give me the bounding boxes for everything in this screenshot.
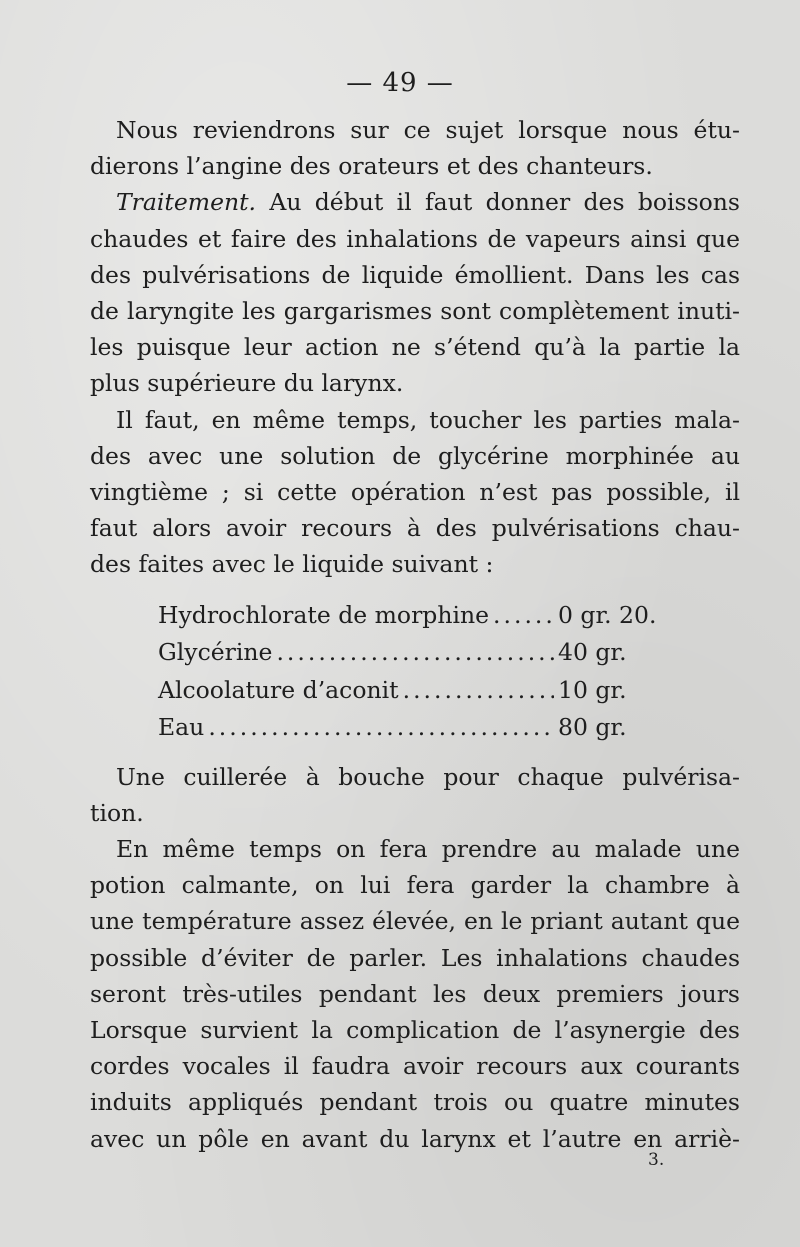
italic-heading: Traitement. — [116, 188, 257, 217]
text-line: faut alors avoir recours à des pulvérisations chau- — [90, 514, 740, 543]
page-body — [90, 112, 740, 1157]
text-line: Il faut, en même temps, toucher les parties mala- — [116, 405, 740, 434]
text-line: plus supérieure du larynx. — [90, 369, 404, 398]
text-line: dierons l’angine des orateurs et des chanteurs. — [90, 152, 653, 181]
text-line: les puisque leur action ne s’étend qu’à la partie la — [90, 333, 740, 362]
leader-dots — [208, 709, 554, 745]
ingredient-quantity: 80 gr. — [558, 713, 627, 742]
text-line: une température assez élevée, en le priant autant que — [90, 907, 740, 936]
page-number: — 49 — — [346, 68, 454, 98]
text-line: des avec une solution de glycérine morphinée au — [90, 441, 740, 470]
ingredient-quantity: 0 gr. 20. — [558, 600, 657, 629]
paragraph-5 — [90, 831, 740, 1157]
leader-dots — [276, 634, 554, 670]
text-line: avec un pôle en avant du larynx et l’autre en arriè- — [90, 1124, 740, 1153]
text-fragment: Au début il faut donner des boissons — [256, 188, 740, 217]
prescription-formula — [158, 597, 678, 747]
text-line: chaudes et faire des inhalations de vapeurs ainsi que — [90, 224, 740, 253]
formula-row — [158, 672, 678, 710]
text-line — [90, 184, 740, 220]
text-line: des faites avec le liquide suivant : — [90, 550, 494, 579]
text-line: cordes vocales il faudra avoir recours aux courants — [90, 1052, 740, 1081]
text-line: seront très-utiles pendant les deux premiers jours — [90, 979, 740, 1008]
ingredient-name: Hydrochlorate de morphine — [158, 600, 490, 629]
paragraph-3 — [90, 402, 740, 583]
text-line: de laryngite les gargarismes sont complètement inuti- — [90, 297, 740, 326]
text-line: En même temps on fera prendre au malade une — [116, 835, 740, 864]
text-line: des pulvérisations de liquide émollient. Dans les cas — [90, 260, 740, 289]
text-line: Lorsque survient la complication de l’asynergie des — [90, 1016, 740, 1045]
formula-row — [158, 597, 678, 635]
ingredient-quantity: 10 gr. — [558, 675, 627, 704]
paragraph-4 — [90, 759, 740, 831]
paragraph-1 — [90, 112, 740, 184]
formula-row — [158, 709, 678, 747]
signature-mark: 3. — [648, 1150, 665, 1170]
text-line: Une cuillerée à bouche pour chaque pulvérisa- — [116, 762, 740, 791]
leader-dots — [493, 597, 554, 633]
text-line: potion calmante, on lui fera garder la chambre à — [90, 871, 740, 900]
text-line: possible d’éviter de parler. Les inhalations chaudes — [90, 943, 740, 972]
text-line: Nous reviendrons sur ce sujet lorsque nous étu- — [116, 116, 740, 144]
text-line: tion. — [90, 798, 144, 827]
ingredient-name: Alcoolature d’aconit — [158, 675, 399, 704]
ingredient-quantity: 40 gr. — [558, 638, 627, 667]
text-line: induits appliqués pendant trois ou quatre minutes — [90, 1088, 740, 1117]
formula-row — [158, 634, 678, 672]
ingredient-name: Eau — [158, 713, 205, 742]
paragraph-2 — [90, 184, 740, 401]
text-line: vingtième ; si cette opération n’est pas possible, il — [90, 478, 740, 507]
ingredient-name: Glycérine — [158, 638, 273, 667]
leader-dots — [403, 672, 554, 708]
